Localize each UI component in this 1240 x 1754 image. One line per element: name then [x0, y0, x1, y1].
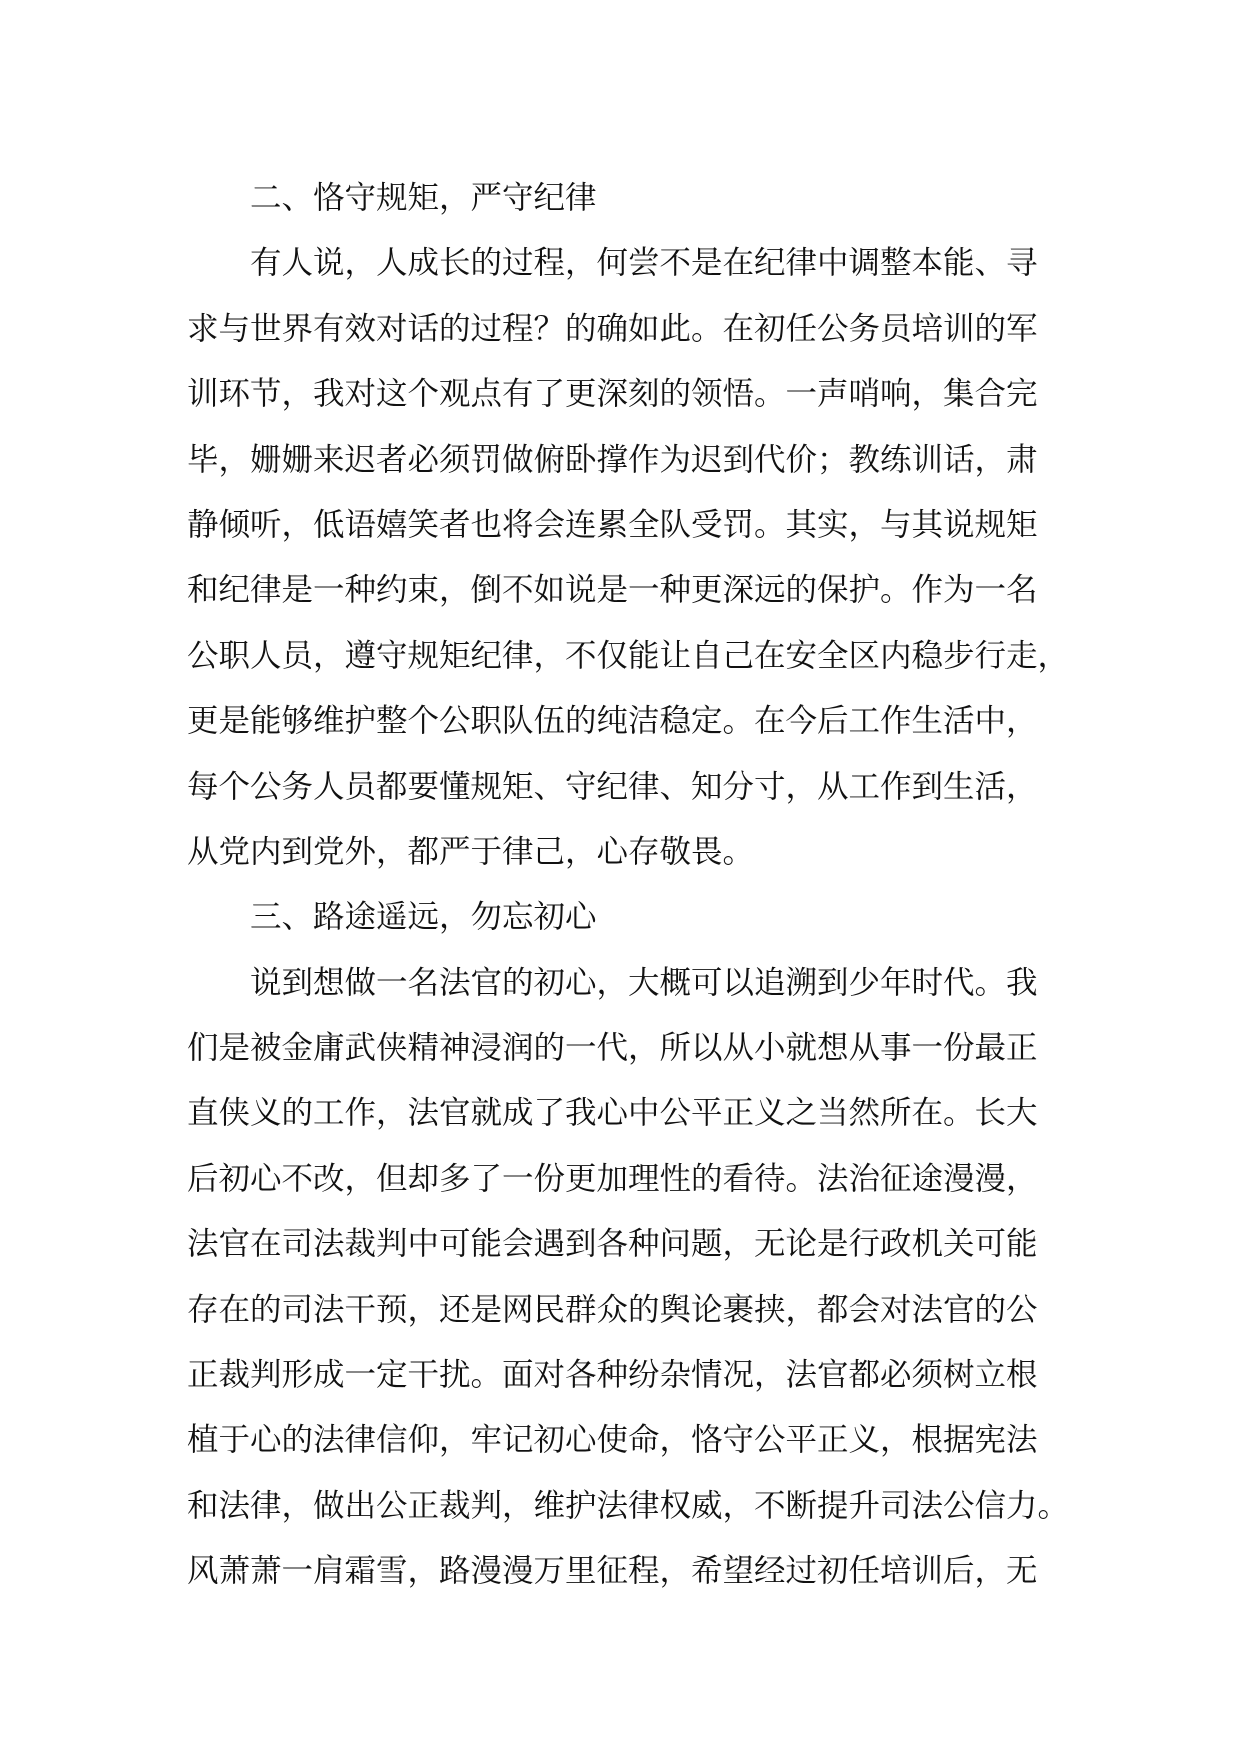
paragraph-line: 求与世界有效对话的过程？的确如此。在初任公务员培训的军	[187, 310, 1038, 347]
document-body	[187, 166, 1087, 1605]
paragraph-line: 植于心的法律信仰，牢记初心使命，恪守公平正义，根据宪法	[187, 1422, 1038, 1459]
paragraph-line: 更是能够维护整个公职队伍的纯洁稳定。在今后工作生活中，	[187, 703, 1038, 740]
paragraph-line: 后初心不改，但却多了一份更加理性的看待。法治征途漫漫，	[187, 1160, 1038, 1197]
paragraph-line: 们是被金庸武侠精神浸润的一代，所以从小就想从事一份最正	[187, 1030, 1038, 1067]
paragraph-line: 和法律，做出公正裁判，维护法律权威，不断提升司法公信力。	[187, 1487, 1070, 1524]
section-heading-3: 三、路途遥远，勿忘初心	[250, 899, 597, 936]
paragraph-line: 说到想做一名法官的初心，大概可以追溯到少年时代。我	[250, 964, 1038, 1001]
paragraph-line: 直侠义的工作，法官就成了我心中公平正义之当然所在。长大	[187, 1095, 1038, 1132]
paragraph-line: 毕，姗姗来迟者必须罚做俯卧撑作为迟到代价；教练训话，肃	[187, 441, 1038, 478]
paragraph-line: 法官在司法裁判中可能会遇到各种问题，无论是行政机关可能	[187, 1226, 1038, 1263]
paragraph-line: 训环节，我对这个观点有了更深刻的领悟。一声哨响，集合完	[187, 376, 1038, 413]
paragraph-line: 公职人员，遵守规矩纪律，不仅能让自己在安全区内稳步行走，	[187, 637, 1070, 674]
section-heading-2: 二、恪守规矩，严守纪律	[250, 180, 597, 216]
paragraph-line: 存在的司法干预，还是网民群众的舆论裹挟，都会对法官的公	[187, 1291, 1038, 1328]
paragraph-line: 风萧萧一肩霜雪，路漫漫万里征程，希望经过初任培训后，无	[187, 1553, 1038, 1590]
paragraph-line: 有人说，人成长的过程，何尝不是在纪律中调整本能、寻	[250, 245, 1038, 282]
paragraph-line: 每个公务人员都要懂规矩、守纪律、知分寸，从工作到生活，	[187, 768, 1038, 805]
paragraph-line: 和纪律是一种约束，倒不如说是一种更深远的保护。作为一名	[187, 572, 1038, 609]
paragraph-line: 静倾听，低语嬉笑者也将会连累全队受罚。其实，与其说规矩	[187, 506, 1038, 543]
paragraph-line: 从党内到党外，都严于律己，心存敬畏。	[187, 833, 755, 870]
paragraph-line: 正裁判形成一定干扰。面对各种纷杂情况，法官都必须树立根	[187, 1357, 1038, 1394]
